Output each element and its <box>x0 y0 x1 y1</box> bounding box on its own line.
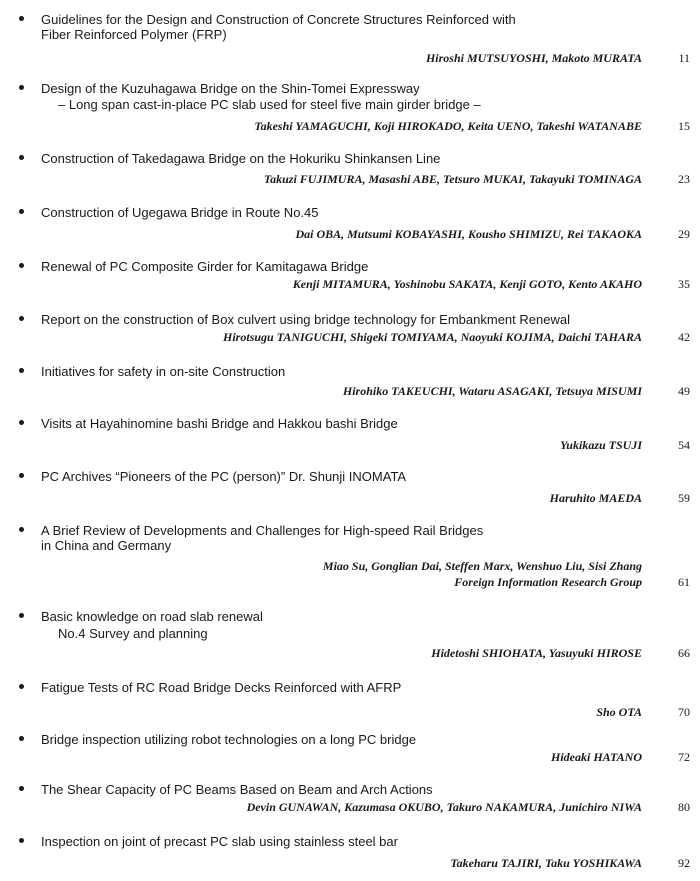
entry-subtitle: – Long span cast-in-place PC slab used for steel five main girder bridge – <box>58 97 481 112</box>
entry-title-continued: Fiber Reinforced Polymer (FRP) <box>41 27 227 42</box>
entry-authors: Sho OTA <box>596 705 642 719</box>
bullet <box>19 420 24 425</box>
entry-authors: Miao Su, Gonglian Dai, Steffen Marx, Wenshuo Liu, Sisi Zhang <box>322 559 642 573</box>
entry-title: A Brief Review of Developments and Challenges for High-speed Rail Bridges <box>41 523 484 538</box>
entry-authors: Hidetoshi SHIOHATA, Yasuyuki HIROSE <box>431 646 642 660</box>
entry-authors: Takeharu TAJIRI, Taku YOSHIKAWA <box>450 856 642 870</box>
entry-title: Guidelines for the Design and Construction of Concrete Structures Reinforced with <box>41 12 516 27</box>
entry-page-number: 66 <box>678 646 690 660</box>
entry-page-number: 15 <box>678 119 690 133</box>
entry-title: PC Archives “Pioneers of the PC (person)” Dr. Shunji INOMATA <box>41 469 407 484</box>
entry-affiliation: Foreign Information Research Group <box>454 575 642 589</box>
entry-page-number: 61 <box>678 575 690 589</box>
entry-page-number: 54 <box>678 438 690 452</box>
entry-authors: Takuzi FUJIMURA, Masashi ABE, Tetsuro MUKAI, Takayuki TOMINAGA <box>263 172 642 186</box>
entry-page-number: 59 <box>678 491 690 505</box>
bullet <box>19 263 24 268</box>
entry-authors: Haruhito MAEDA <box>549 491 642 505</box>
entry-title-continued: in China and Germany <box>41 538 172 553</box>
entry-authors: Hiroshi MUTSUYOSHI, Makoto MURATA <box>425 51 642 65</box>
entry-page-number: 72 <box>678 750 690 764</box>
entry-page-number: 35 <box>678 277 690 291</box>
entry-authors: Devin GUNAWAN, Kazumasa OKUBO, Takuro NAKAMURA, Junichiro NIWA <box>246 800 642 814</box>
entry-title: Construction of Takedagawa Bridge on the Hokuriku Shinkansen Line <box>41 151 441 166</box>
bullet <box>19 155 24 160</box>
bullet <box>19 736 24 741</box>
entry-page-number: 80 <box>678 800 690 814</box>
bullet <box>19 838 24 843</box>
entry-title: The Shear Capacity of PC Beams Based on Beam and Arch Actions <box>41 782 433 797</box>
entry-page-number: 23 <box>678 172 690 186</box>
entry-authors: Yukikazu TSUJI <box>560 438 642 452</box>
entry-page-number: 11 <box>678 51 690 65</box>
entry-title: Initiatives for safety in on-site Construction <box>41 364 286 379</box>
bullet <box>19 473 24 478</box>
bullet <box>19 209 24 214</box>
bullet <box>19 527 24 532</box>
entry-title: Construction of Ugegawa Bridge in Route No.45 <box>41 205 319 220</box>
entry-page-number: 42 <box>678 330 690 344</box>
entry-title: Report on the construction of Box culvert using bridge technology for Embankment Renewal <box>41 312 570 327</box>
entry-authors: Hideaki HATANO <box>550 750 642 764</box>
entry-title: Visits at Hayahinomine bashi Bridge and Hakkou bashi Bridge <box>41 416 398 431</box>
entry-authors: Hirotsugu TANIGUCHI, Shigeki TOMIYAMA, Naoyuki KOJIMA, Daichi TAHARA <box>223 330 642 344</box>
entry-page-number: 70 <box>678 705 690 719</box>
bullet <box>19 85 24 90</box>
entry-title: Renewal of PC Composite Girder for Kamitagawa Bridge <box>41 259 369 274</box>
bullet <box>19 316 24 321</box>
entry-page-number: 92 <box>678 856 690 870</box>
entry-authors: Kenji MITAMURA, Yoshinobu SAKATA, Kenji GOTO, Kento AKAHO <box>292 277 642 291</box>
bullet <box>19 786 24 791</box>
entry-title: Bridge inspection utilizing robot technologies on a long PC bridge <box>41 732 417 747</box>
bullet <box>19 613 24 618</box>
entry-subtitle: No.4 Survey and planning <box>58 626 208 641</box>
bullet <box>19 684 24 689</box>
entry-title: Basic knowledge on road slab renewal <box>41 609 263 624</box>
entry-title: Design of the Kuzuhagawa Bridge on the Shin-Tomei Expressway <box>41 81 420 96</box>
entry-page-number: 29 <box>678 227 690 241</box>
entry-authors: Dai OBA, Mutsumi KOBAYASHI, Kousho SHIMIZU, Rei TAKAOKA <box>295 227 642 241</box>
entry-authors: Hirohiko TAKEUCHI, Wataru ASAGAKI, Tetsuya MISUMI <box>342 384 642 398</box>
entry-authors: Takeshi YAMAGUCHI, Koji HIROKADO, Keita UENO, Takeshi WATANABE <box>254 119 642 133</box>
entry-page-number: 49 <box>678 384 690 398</box>
entry-title: Inspection on joint of precast PC slab using stainless steel bar <box>41 834 398 849</box>
entry-title: Fatigue Tests of RC Road Bridge Decks Reinforced with AFRP <box>41 680 402 695</box>
bullet <box>19 16 24 21</box>
bullet <box>19 368 24 373</box>
